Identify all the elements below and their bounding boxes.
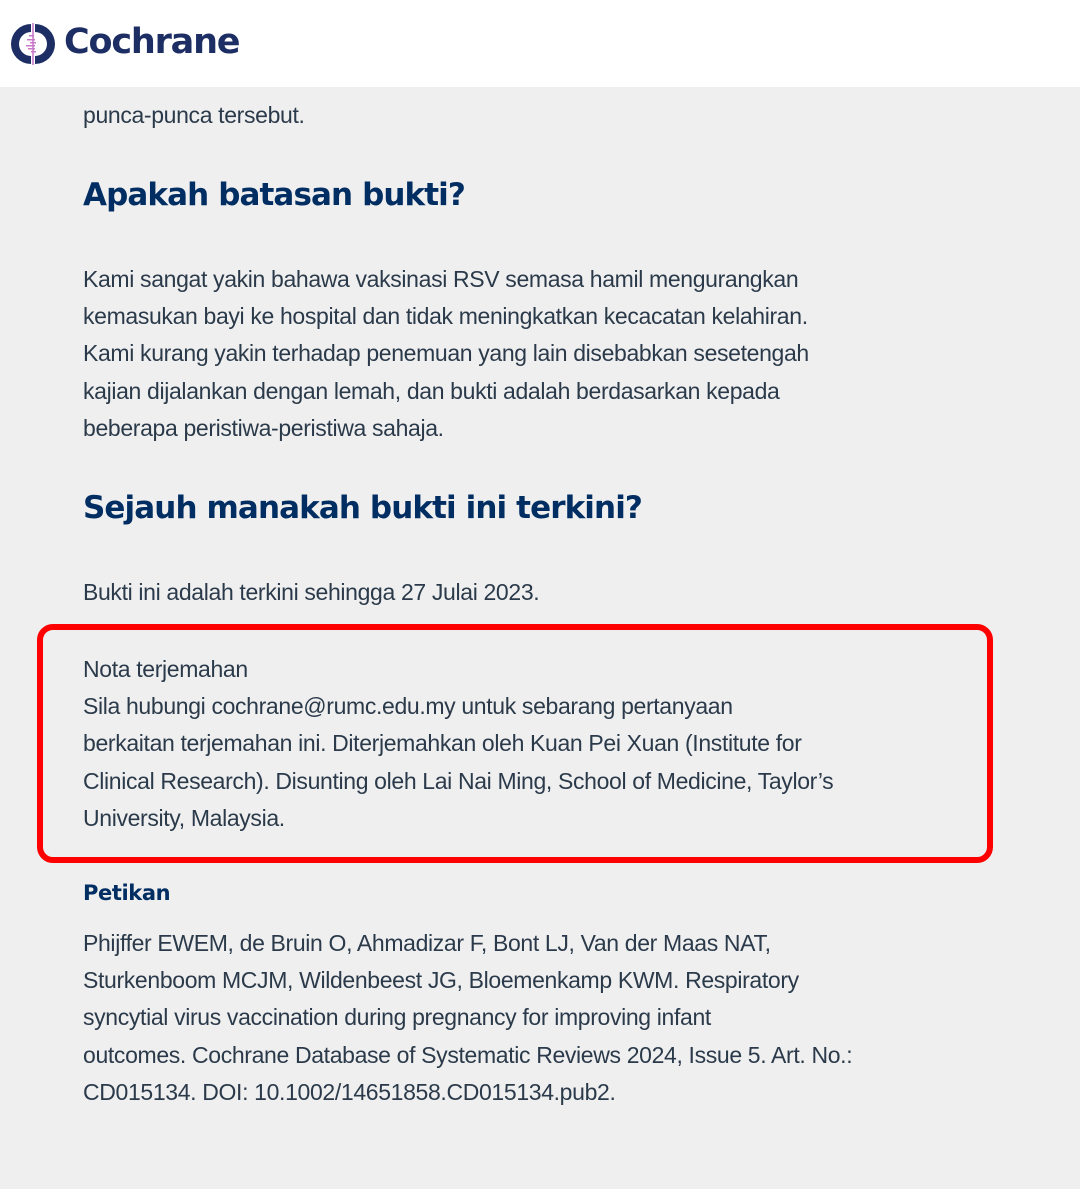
translation-note-title: Nota terjemahan [83, 656, 248, 682]
text-line: kajian dijalankan dengan lemah, dan bukti adalah berdasarkan kepada [83, 377, 780, 404]
text-line: Phijffer EWEM, de Bruin O, Ahmadizar F, Bont LJ, Van der Maas NAT, [83, 930, 771, 956]
text-line: Clinical Research). Disunting oleh Lai Nai Ming, School of Medicine, Taylor’s [83, 767, 834, 794]
translation-note-highlight-box [37, 624, 993, 863]
heading-currency: Sejauh manakah bukti ini terkini? [83, 490, 643, 526]
text-line: outcomes. Cochrane Database of Systematic Reviews 2024, Issue 5. Art. No.: [83, 1041, 853, 1068]
text-line: Sturkenboom MCJM, Wildenbeest JG, Bloemenkamp KWM. Respiratory [83, 967, 799, 994]
currency-paragraph [83, 574, 539, 611]
text-line: Kami kurang yakin terhadap penemuan yang lain disebabkan sesetengah [83, 340, 809, 367]
intro-paragraph-tail [83, 97, 305, 134]
text-line: berkaitan terjemahan ini. Diterjemahkan oleh Kuan Pei Xuan (Institute for [83, 730, 802, 757]
text-line: Sila hubungi cochrane@rumc.edu.my untuk sebarang pertanyaan [83, 693, 733, 720]
heading-limitations: Apakah batasan bukti? [83, 177, 465, 213]
brand-name[interactable]: Cochrane [64, 22, 240, 62]
text-line: Bukti ini adalah terkini sehingga 27 Julai 2023. [83, 579, 540, 605]
text-line: kemasukan bayi ke hospital dan tidak meningkatkan kecacatan kelahiran. [83, 303, 808, 330]
text-line: CD015134. DOI: 10.1002/14651858.CD015134.pub2. [83, 1078, 616, 1105]
text-line: University, Malaysia. [83, 804, 285, 831]
text-line: syncytial virus vaccination during pregnancy for improving infant [83, 1004, 711, 1031]
citation-paragraph [83, 925, 852, 1111]
limitations-paragraph [83, 261, 809, 447]
text-line: punca-punca tersebut. [83, 102, 305, 128]
cochrane-logo-icon-svg [9, 20, 57, 68]
site-header [0, 0, 1080, 87]
text-line: beberapa peristiwa-peristiwa sahaja. [83, 414, 444, 441]
cochrane-logo-icon[interactable] [9, 20, 57, 68]
heading-citation: Petikan [83, 881, 171, 905]
text-line: Kami sangat yakin bahawa vaksinasi RSV semasa hamil mengurangkan [83, 266, 799, 292]
